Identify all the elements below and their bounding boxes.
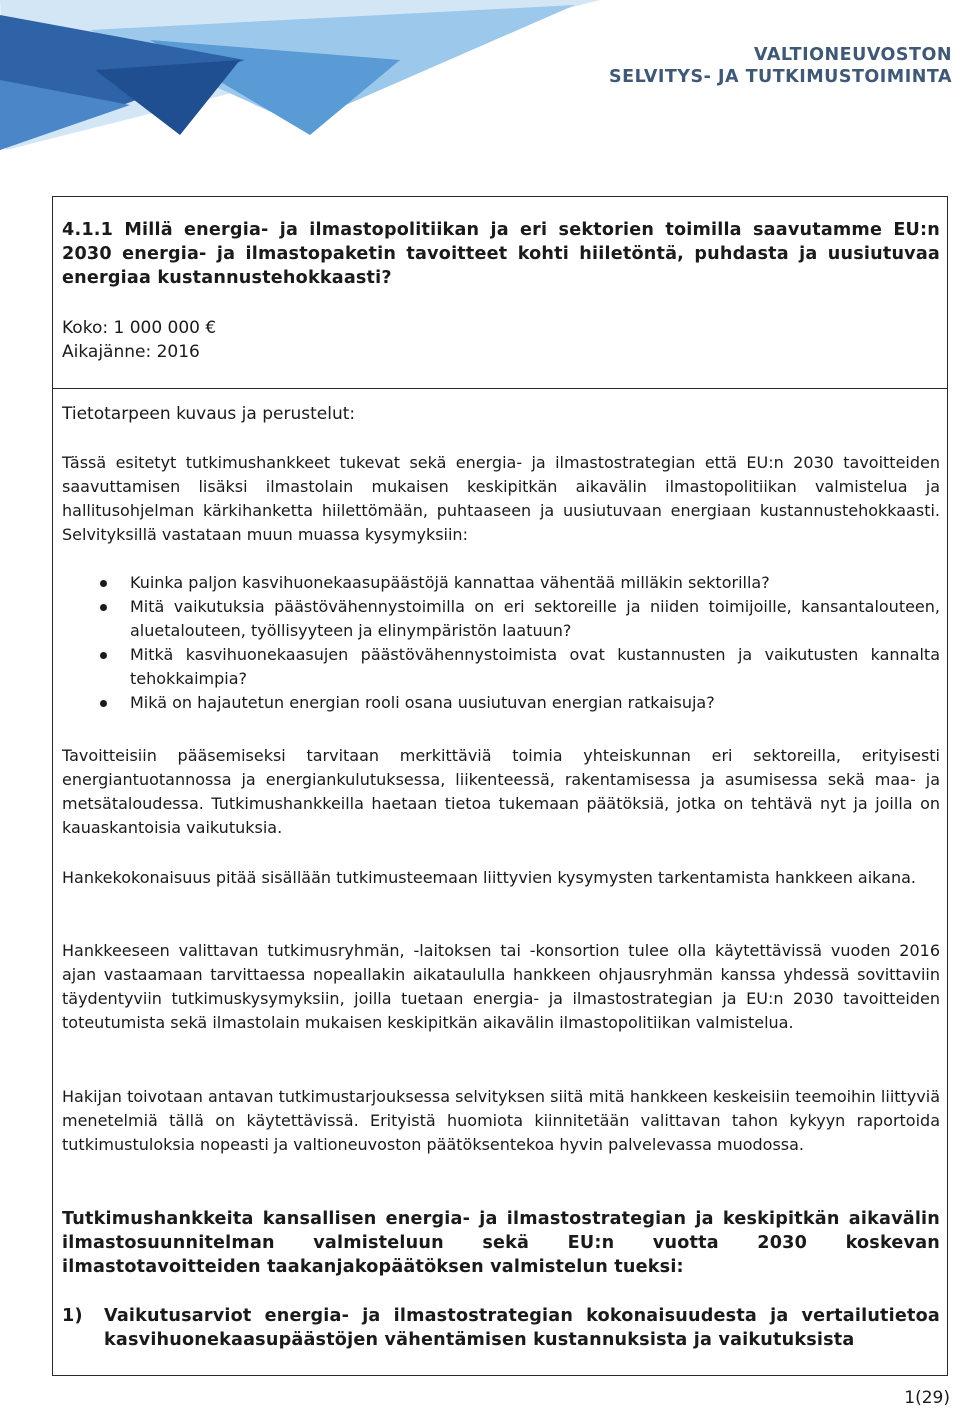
logo-line-2: SELVITYS- JA TUTKIMUSTOIMINTA [609,67,952,87]
question-list [62,571,940,715]
title-divider [52,388,948,389]
list-item-text: Mitä vaikutuksia päästövähennystoimilla on eri sektoreille ja niiden toimijoille, kansantalouteen, aluetalouteen, työllisyyteen ja elinympäristön laatuun? [130,597,940,640]
header-graphic [0,0,600,160]
bullet-icon [100,700,107,707]
research-projects-heading: Tutkimushankkeita kansallisen energia- ja ilmastostrategian ja keskipitkän aikavälin ilmastosuunnitelman valmisteluun sekä EU:n vuotta 2030 koskevan ilmastotavoitteiden taakanjakopäätöksen valmistelun tueksi: [62,1209,940,1277]
bullet-icon [100,652,107,659]
list-item [62,691,940,715]
paragraph-3: Hankekokonaisuus pitää sisällään tutkimusteemaan liittyvien kysymysten tarkentamista hankkeen aikana. [62,868,916,887]
list-item [62,571,940,595]
paragraph-4: Hankkeeseen valittavan tutkimusryhmän, -laitoksen tai -konsortion tulee olla käytettävissä vuoden 2016 ajan vastaamaan tarvittaessa nopeallakin aikataululla hankkeen ohjausryhmän kanssa yhdessä sovittaviin täydentyviin tutkimuskysymyksiin, joilla tuetaan energia- ja ilmastostrategian ja EU:n 2030 tavoitteiden toteutumista sekä ilmastolain mukaisen keskipitkän aikavälin ilmastopolitiikan valmistelua. [62,941,940,1032]
project-meta [62,316,940,364]
organization-logo [609,44,952,88]
section-title: 4.1.1 Millä energia- ja ilmastopolitiikan ja eri sektorien toimilla saavutamme EU:n 2030 energia- ja ilmastopaketin tavoitteet kohti hiiletöntä, puhdasta ja uusiutuvaa energiaa kustannustehokkaasti? [62,220,940,288]
page-number: 1(29) [904,1388,950,1408]
section-label: Tietotarpeen kuvaus ja perustelut: [62,404,356,424]
numbered-item [62,1304,940,1352]
paragraph-1: Tässä esitetyt tutkimushankkeet tukevat sekä energia- ja ilmastostrategian että EU:n 2030 tavoitteiden saavuttamisen lisäksi ilmastolain mukaisen keskipitkän aikavälin ilmastopolitiikan valmistelua ja hallitusohjelman kärkihanketta hiilettömään, puhtaaseen ja uusiutuvaan energiaan kustannustehokkaasti. Selvityksillä vastataan muun muassa kysymyksiin: [62,453,940,544]
logo-line-1: VALTIONEUVOSTON [754,45,952,65]
bullet-icon [100,580,107,587]
numbered-item-label: 1) [62,1306,83,1326]
numbered-item-text: Vaikutusarviot energia- ja ilmastostrategian kokonaisuudesta ja vertailutietoa kasvihuonekaasupäästöjen vähentämisen kustannuksista ja vaikutuksista [104,1306,940,1350]
list-item-text: Kuinka paljon kasvihuonekaasupäästöjä kannattaa vähentää milläkin sektorilla? [130,573,770,592]
list-item [62,643,940,691]
list-item-text: Mikä on hajautetun energian rooli osana uusiutuvan energian ratkaisuja? [130,693,715,712]
cost-label: Koko: 1 000 000 € [62,318,217,338]
timespan-label: Aikajänne: 2016 [62,342,200,362]
bullet-icon [100,604,107,611]
paragraph-2: Tavoitteisiin pääsemiseksi tarvitaan merkittäviä toimia yhteiskunnan eri sektoreilla, erityisesti energiantuotannossa ja energiankulutuksessa, liikenteessä, rakentamisessa ja asumisessa sekä maa- ja metsätaloudessa. Tutkimushankkeilla haetaan tietoa tukemaan päätöksiä, jotka on tehtävä nyt ja joilla on kauaskantoisia vaikutuksia. [62,746,940,837]
paragraph-5: Hakijan toivotaan antavan tutkimustarjouksessa selvityksen siitä mitä hankkeen keskeisiin teemoihin liittyviä menetelmiä tällä on käytettävissä. Erityistä huomiota kiinnitetään valittavan tahon kykyyn raportoida tutkimustuloksia nopeasti ja valtioneuvoston päätöksentekoa hyvin palvelevassa muodossa. [62,1087,940,1154]
list-item [62,595,940,643]
list-item-text: Mitkä kasvihuonekaasujen päästövähennystoimista ovat kustannusten ja vaikutusten kannalta tehokkaimpia? [130,645,940,688]
